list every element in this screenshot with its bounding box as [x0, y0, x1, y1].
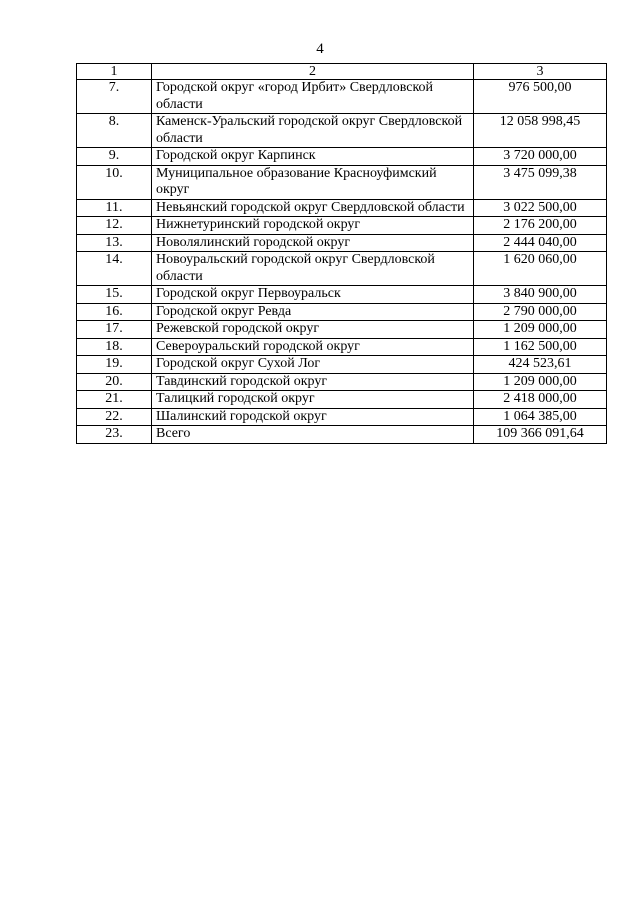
row-number: 23. — [77, 426, 152, 444]
amount-cell: 3 022 500,00 — [474, 199, 607, 217]
table-row — [77, 321, 607, 339]
amount-cell: 2 790 000,00 — [474, 303, 607, 321]
table-row — [77, 217, 607, 235]
amount-cell: 2 444 040,00 — [474, 234, 607, 252]
amount-cell: 3 720 000,00 — [474, 148, 607, 166]
municipality-name: Муниципальное образование Красноуфимский округ — [152, 165, 474, 199]
row-number: 17. — [77, 321, 152, 339]
row-number: 7. — [77, 80, 152, 114]
municipality-name: Тавдинский городской округ — [152, 373, 474, 391]
table-row — [77, 199, 607, 217]
row-number: 10. — [77, 165, 152, 199]
amount-cell: 2 418 000,00 — [474, 391, 607, 409]
row-number: 12. — [77, 217, 152, 235]
column-header: 1 — [77, 64, 152, 80]
row-number: 18. — [77, 338, 152, 356]
row-number: 21. — [77, 391, 152, 409]
row-number: 11. — [77, 199, 152, 217]
table-row — [77, 165, 607, 199]
row-number: 19. — [77, 356, 152, 374]
municipality-name: Невьянский городской округ Свердловской области — [152, 199, 474, 217]
table-row — [77, 234, 607, 252]
amount-cell: 1 064 385,00 — [474, 408, 607, 426]
municipality-name: Каменск-Уральский городской округ Свердловской области — [152, 114, 474, 148]
table-row — [77, 286, 607, 304]
page-number: 4 — [316, 41, 324, 57]
table-header-row — [77, 64, 607, 80]
municipality-name: Новолялинский городской округ — [152, 234, 474, 252]
row-number: 13. — [77, 234, 152, 252]
municipality-name: Новоуральский городской округ Свердловской области — [152, 252, 474, 286]
table-row — [77, 148, 607, 166]
row-number: 15. — [77, 286, 152, 304]
amount-cell: 2 176 200,00 — [474, 217, 607, 235]
municipality-name: Городской округ Сухой Лог — [152, 356, 474, 374]
municipality-name: Шалинский городской округ — [152, 408, 474, 426]
row-number: 8. — [77, 114, 152, 148]
table-row — [77, 114, 607, 148]
municipality-name: Городской округ Карпинск — [152, 148, 474, 166]
table-row — [77, 356, 607, 374]
table-row — [77, 373, 607, 391]
column-header: 3 — [474, 64, 607, 80]
table-row — [77, 252, 607, 286]
amount-cell: 976 500,00 — [474, 80, 607, 114]
amount-cell: 3 840 900,00 — [474, 286, 607, 304]
municipality-name: Талицкий городской округ — [152, 391, 474, 409]
total-amount: 109 366 091,64 — [474, 426, 607, 444]
municipality-name: Нижнетуринский городской округ — [152, 217, 474, 235]
row-number: 16. — [77, 303, 152, 321]
amount-cell: 12 058 998,45 — [474, 114, 607, 148]
amount-cell: 424 523,61 — [474, 356, 607, 374]
row-number: 9. — [77, 148, 152, 166]
table-row — [77, 391, 607, 409]
table-row — [77, 408, 607, 426]
municipality-name: Городской округ Первоуральск — [152, 286, 474, 304]
municipality-name: Североуральский городской округ — [152, 338, 474, 356]
municipality-name: Городской округ Ревда — [152, 303, 474, 321]
total-label: Всего — [152, 426, 474, 444]
amount-cell: 3 475 099,38 — [474, 165, 607, 199]
table-total-row — [77, 426, 607, 444]
column-header: 2 — [152, 64, 474, 80]
amount-cell: 1 162 500,00 — [474, 338, 607, 356]
amount-cell: 1 620 060,00 — [474, 252, 607, 286]
municipality-name: Режевской городской округ — [152, 321, 474, 339]
row-number: 14. — [77, 252, 152, 286]
table-row — [77, 338, 607, 356]
allocation-table — [76, 63, 607, 444]
table-row — [77, 80, 607, 114]
municipality-name: Городской округ «город Ирбит» Свердловской области — [152, 80, 474, 114]
row-number: 22. — [77, 408, 152, 426]
amount-cell: 1 209 000,00 — [474, 321, 607, 339]
table-row — [77, 303, 607, 321]
amount-cell: 1 209 000,00 — [474, 373, 607, 391]
row-number: 20. — [77, 373, 152, 391]
